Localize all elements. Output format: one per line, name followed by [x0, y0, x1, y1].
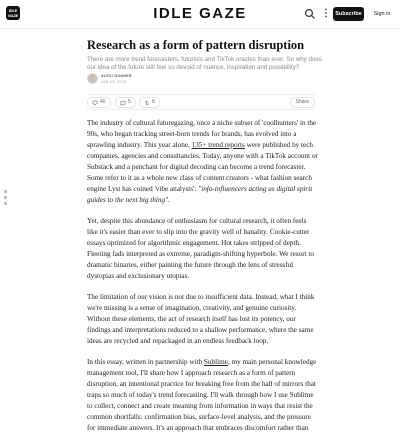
- article-title: Research as a form of pattern disruption: [87, 38, 305, 52]
- paragraph-4: In this essay, written in partnership with Sublime, my main personal knowledge management tool, I'll share how I approach research as a form of pattern disruption, an intentional practice for breaking free from the hall of mirrors that traps so much of today's trend forecasting. I'll walk through how I use Sublime to collect, connect and create meaning from information in ways that resist the common shortfalls: confirmation bias, surface-level analysis, and the pressure for immediate answers. It's an approach that embraces discomfort rather than: [87, 358, 317, 432]
- sign-in-link[interactable]: Sign in: [373, 11, 391, 17]
- author-avatar[interactable]: [87, 73, 98, 84]
- like-button[interactable]: [87, 97, 111, 108]
- article-body: [87, 118, 318, 444]
- more-options-icon[interactable]: ⋮: [321, 8, 331, 19]
- paragraph-1: The industry of cultural futuregazing, once a niche subset of 'coolhunters' in the 90s, who began tracking street-born trends for brands, has evolved into a sprawling industry. This year alone, 135+ trend reports were published by tech companies, agencies and consultancies. Today, anyone with a TikTok account or Substack and a penchant for digital decoding can become a trend forecaster. Some refer to it as a whole new class of content creators - what fashion search engine Lyst has coined 'vibe analysts': "info-influencers acting as digital spirit guides to the next big thing".: [87, 119, 318, 204]
- sublime-link[interactable]: Sublime: [203, 358, 228, 366]
- brand-logo[interactable]: IDLE GAZE: [153, 5, 247, 22]
- restack-button[interactable]: [139, 97, 160, 108]
- comment-button[interactable]: [115, 97, 136, 108]
- trend-reports-link[interactable]: 135+ trend reports: [191, 141, 245, 149]
- article-subtitle: There are more trend forecasters, futurists and TikTok oracles than ever. So why does our idea of the future still feel so devoid of nuance, inspiration and possibility?: [87, 56, 322, 71]
- restack-icon: [144, 100, 150, 106]
- comment-icon: [120, 100, 126, 106]
- quote: "info-influencers acting as digital spirit guides to the next big thing".: [87, 185, 313, 204]
- restack-count: 8: [152, 99, 155, 105]
- paragraph-3: The limitation of our vision is not due to insufficient data. Instead, what I think we're missing is a sense of imagination, creativity, and genuine curiosity. Without these elements, the act of research itself has lost its potency, our findings and interpretations reduced to a shallow performance, where the same ideas are recycled and repackaged in an endless feedback loop.: [87, 293, 315, 345]
- search-icon[interactable]: [304, 8, 316, 20]
- side-like-icon[interactable]: [4, 190, 7, 193]
- top-bar: [0, 0, 400, 29]
- side-share-icon[interactable]: [4, 202, 7, 205]
- post-date: JAN 13, 2025: [101, 80, 127, 84]
- side-comment-icon[interactable]: [4, 196, 7, 199]
- side-share-bar: [4, 190, 12, 208]
- subscribe-button[interactable]: Subscribe: [333, 7, 364, 21]
- like-count: 40: [100, 99, 106, 105]
- heart-icon: [92, 100, 98, 106]
- share-button[interactable]: Share: [290, 97, 315, 108]
- comment-count: 5: [128, 99, 131, 105]
- paragraph-2: Yet, despite this abundance of enthusiasm for cultural research, it often feels like it's easier than ever to slip into the gravity well of banality. Cookie-cutter essays optimized for algorithmic engagement. Hot takes stripped of depth. Fleeting fads interpreted as extreme, paradigm-shifting hyperbole. We resort to dramatic binaries, either painting the future through the lens of stressful dystopias and exclusionary utopias.: [87, 217, 315, 280]
- publication-icon[interactable]: IDLE GAZE: [7, 8, 19, 18]
- author-name[interactable]: ALEXI GUNNER: [101, 74, 132, 78]
- post-actions-bar: [87, 94, 315, 110]
